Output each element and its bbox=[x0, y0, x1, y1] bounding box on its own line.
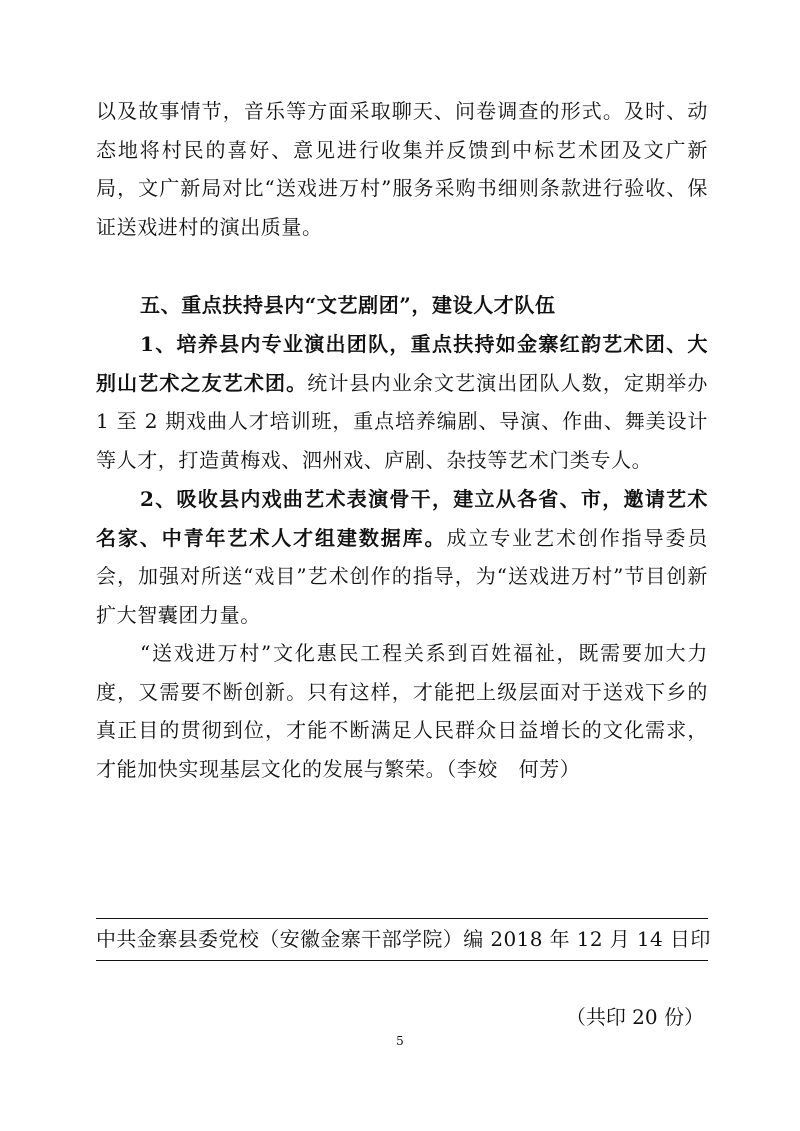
paragraph-survey-feedback: 以及故事情节，音乐等方面采取聊天、问卷调查的形式。及时、动态地将村民的喜好、意见进行收集并反馈到中标艺术团及文广新局，文广新局对比“送戏进万村”服务采购书细则条款进行验收、保证送戏进村的演出质量。 bbox=[96, 99, 708, 240]
item-1-lead: 1、培养县内专业演出团队，重点扶持如金寨红韵艺术团、大别山艺术之友艺术团。 bbox=[96, 332, 708, 395]
publisher-line: 中共金寨县委党校（安徽金寨干部学院）编 2018 年 12 月 14 日印 bbox=[96, 927, 711, 951]
item-2-lead: 2、吸收县内戏曲艺术表演骨干，建立从各省、市，邀请艺术名家、中青年艺术人才组建数据库。 bbox=[96, 487, 708, 550]
paragraph-item-1 bbox=[96, 325, 708, 480]
paragraph-conclusion: “送戏进万村”文化惠民工程关系到百姓福祉，既需要加大力度，又需要不断创新。只有这样，才能把上级层面对于送戏下乡的真正目的贯彻到位，才能不断满足人民群众日益增长的文化需求，才能加快实现基层文化的发展与繁荣。（李姣 何芳） bbox=[96, 641, 708, 782]
page-number: 5 bbox=[396, 1034, 404, 1048]
item-2-body: 成立专业艺术创作指导委员会，加强对所送“戏目”艺术创作的指导，为“送戏进万村”节目创新扩大智囊团力量。 bbox=[96, 525, 708, 628]
print-copies: （共印 20 份） bbox=[565, 1005, 704, 1029]
item-1-body: 统计县内业余文艺演出团队人数，定期举办 1 至 2 期戏曲人才培训班，重点培养编剧、导演、作曲、舞美设计等人才，打造黄梅戏、泗州戏、庐剧、杂技等艺术门类专人。 bbox=[96, 370, 709, 473]
footer-bottom-rule bbox=[96, 960, 708, 961]
paragraph-item-2 bbox=[96, 480, 708, 635]
footer-top-rule bbox=[96, 918, 708, 919]
section-heading-five: 五、重点扶持县内“文艺剧团”，建设人才队伍 bbox=[140, 293, 556, 317]
